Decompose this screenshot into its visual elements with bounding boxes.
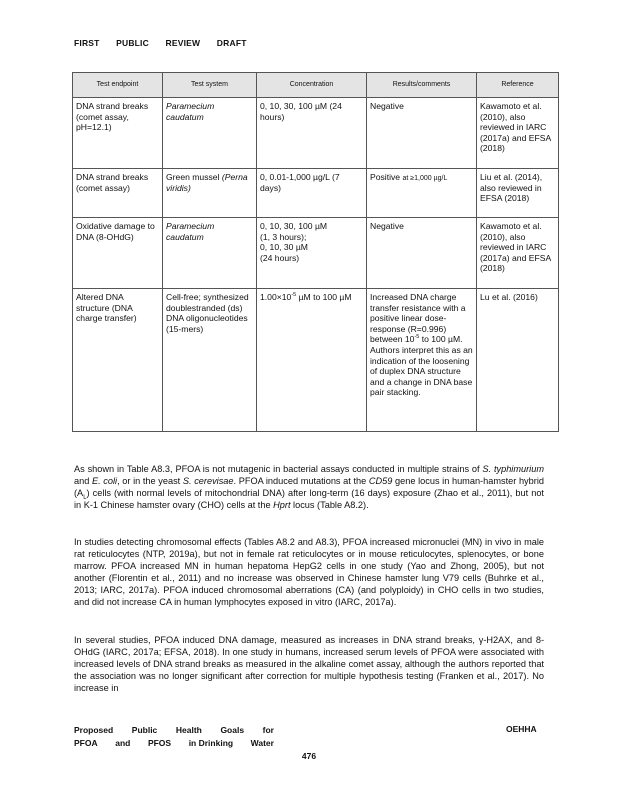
table-row [73, 289, 559, 432]
cell-results: Negative [367, 218, 477, 289]
cell-endpoint: Oxidative damage to DNA (8-OHdG) [73, 218, 163, 289]
text-run: As shown in Table A8.3, PFOA is not mutagenic in bacterial assays conducted in multiple strains of [74, 464, 483, 474]
table-row [73, 98, 559, 169]
result-text: Positive [370, 172, 401, 182]
footer-word: PFOS [147, 738, 172, 748]
cell-concentration: 0, 10, 30, 100 µM (24 hours) [257, 98, 367, 169]
result-exponent: -5 [414, 334, 420, 341]
result-text: Increased DNA charge transfer resistance with a positive linear dose-response (R=0.996) between 10 [370, 292, 466, 345]
page-number: 476 [301, 751, 317, 761]
text-run: ) cells (with normal levels of mitochondrial DNA) after long-term (16 days) exposure (Zhao et al., 2011), but not in K-1 Chinese hamster ovary (CHO) cells at the [74, 488, 544, 510]
cell-reference: Lu et al. (2016) [477, 289, 559, 432]
result-qualifier: at ≥1,000 µg/L [402, 175, 448, 182]
column-header: Results/comments [367, 73, 477, 98]
cell-results [367, 289, 477, 432]
text-run: , or in the yeast [117, 476, 183, 486]
cell-system [163, 169, 257, 218]
paragraph-dna-damage: In several studies, PFOA induced DNA damage, measured as increases in DNA strand breaks, γ-H2AX, and 8-OHdG (IARC, 2017a; EFSA, 2018). In one study in humans, increased serum levels of PFOA were associated with increased levels of DNA strand breaks as measured in the alkaline comet assay, although the authors reported that the association was no longer significant after correction for multiple hypothesis testing (Franken et al., 2017). No increase in [74, 635, 544, 693]
column-header: Test system [163, 73, 257, 98]
result-text-rest: to 100 µM. Authors interpret this as an indication of the loosening of duplex DNA structure and a change in DNA base pair stacking. [370, 334, 473, 398]
table-row [73, 218, 559, 289]
footer-word: Goals [220, 725, 245, 735]
species-name: E. coli [91, 476, 118, 486]
cell-reference: Liu et al. (2014), also reviewed in EFSA (2018) [477, 169, 559, 218]
cell-concentration [257, 218, 367, 289]
gene-name: Hprt [273, 500, 291, 510]
species-name: S. cerevisae [182, 476, 234, 486]
concentration-base: 1.00×10 [260, 292, 292, 302]
paragraph-chromosomal-effects: In studies detecting chromosomal effects (Tables A8.2 and A8.3), PFOA increased micronuclei (MN) in vivo in male rat reticulocytes (NTP, 2019a), but not in female rat reticulocytes or in mouse reticulocytes, splenocytes, or bone marrow. PFOA increased MN in human hepatoma HepG2 cells in one study (Yao and Zhong, 2005), but not another (Florentin et al., 2011) and no increase was observed in Chinese hamster lung V79 cells (Buhrke et al., 2013; IARC, 2017a). PFOA induced chromosomal aberrations (CA) (and polyploidy) in CHO cells in two studies, and did not increase CA in human lymphocytes exposed in vitro (IARC, 2017a). [74, 537, 544, 607]
text-run: locus (Table A8.2). [290, 500, 369, 510]
system-latin-name: (Perna viridis) [166, 172, 248, 193]
concentration-rest: µM to 100 µM [298, 292, 352, 302]
cell-endpoint: DNA strand breaks (comet assay, pH=12.1) [73, 98, 163, 169]
footer-word: Water [250, 738, 274, 748]
text-run: gene locus in human-hamster hybrid (A [74, 476, 544, 498]
text-run: . PFOA induced mutations at the [233, 476, 369, 486]
column-header: Reference [477, 73, 559, 98]
footer-word: for [262, 725, 274, 735]
footer-word: Proposed [74, 725, 114, 735]
footer-agency: OEHHA [506, 724, 537, 734]
footer-word: in Drinking [188, 738, 234, 748]
genotoxicity-table [72, 72, 559, 432]
cell-concentration: 0, 0.01-1,000 µg/L (7 days) [257, 169, 367, 218]
cell-endpoint: Altered DNA structure (DNA charge transfer) [73, 289, 163, 432]
paragraph-mutagenicity [74, 463, 544, 511]
cell-system: Paramecium caudatum [163, 218, 257, 289]
footer-word: Health [175, 725, 202, 735]
cell-results [367, 169, 477, 218]
footer-word: Public [131, 725, 158, 735]
system-common-name: Green mussel [166, 172, 220, 182]
footer-title [74, 724, 274, 750]
table-row [73, 169, 559, 218]
concentration-line: 0, 10, 30 µM [260, 242, 308, 253]
concentration-line: 0, 10, 30, 100 µM [260, 221, 328, 231]
footer-word: PFOA [74, 738, 98, 748]
concentration-exponent: -5 [291, 292, 297, 299]
column-header: Test endpoint [73, 73, 163, 98]
draft-header: FIRST PUBLIC REVIEW DRAFT [74, 38, 247, 48]
gene-name: CD59 [368, 476, 393, 486]
footer-line [74, 724, 274, 737]
concentration-line: (1, 3 hours); [260, 231, 307, 242]
cell-reference: Kawamoto et al. (2010), also reviewed in IARC (2017a) and EFSA (2018) [477, 218, 559, 289]
footer-line [74, 737, 274, 750]
cell-results: Negative [367, 98, 477, 169]
footer-word: and [115, 738, 131, 748]
column-header: Concentration [257, 73, 367, 98]
subscript: L [83, 494, 87, 501]
cell-system: Cell-free; synthesized doublestranded (ds) DNA oligonucleotides (15-mers) [163, 289, 257, 432]
cell-reference: Kawamoto et al. (2010), also reviewed in IARC (2017a) and EFSA (2018) [477, 98, 559, 169]
table-header-row [73, 73, 559, 98]
species-name: S. typhimurium [482, 464, 544, 474]
cell-concentration [257, 289, 367, 432]
concentration-line: (24 hours) [260, 252, 300, 263]
cell-system: Paramecium caudatum [163, 98, 257, 169]
text-run: and [74, 476, 92, 486]
cell-endpoint: DNA strand breaks (comet assay) [73, 169, 163, 218]
